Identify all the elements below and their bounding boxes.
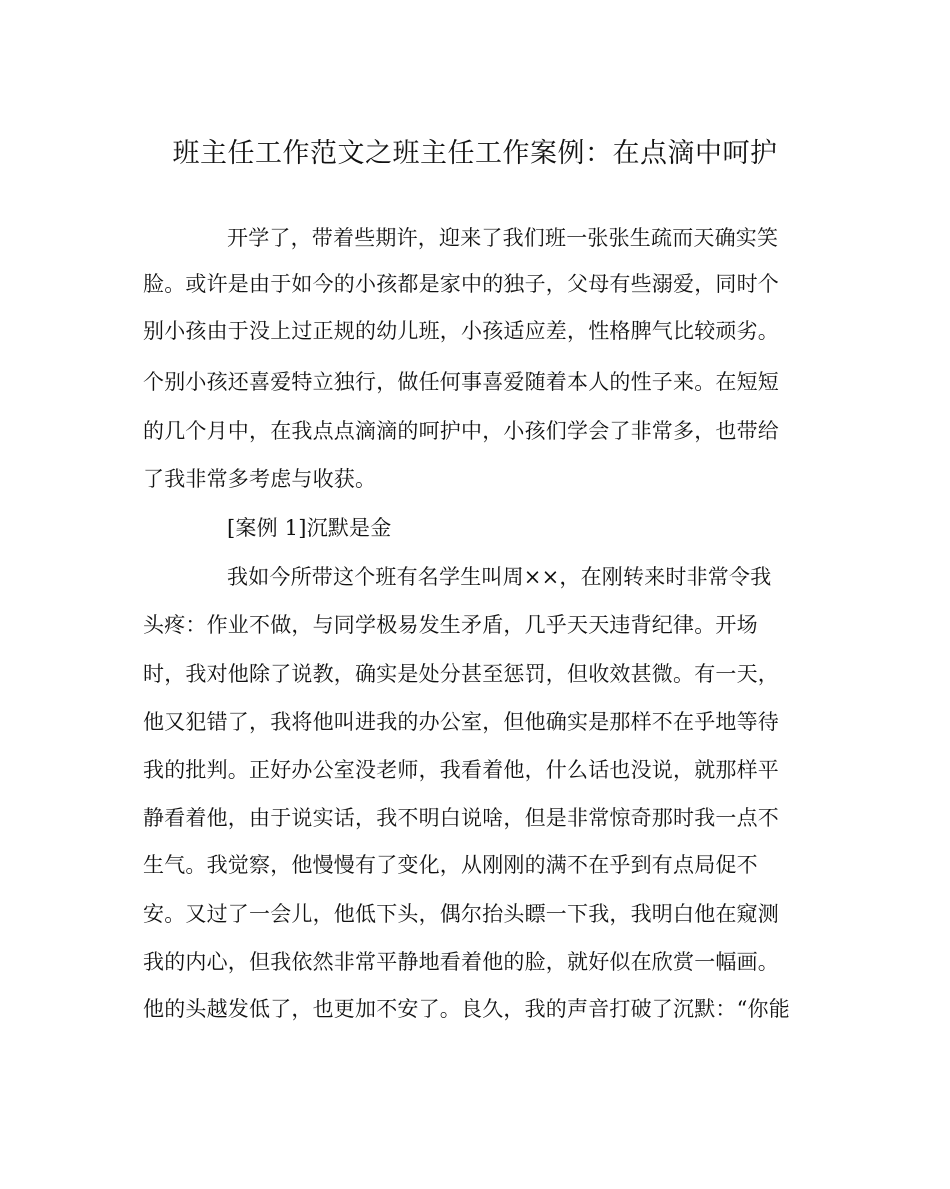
paragraph-line: 我的内心，但我依然非常平静地看着他的脸，就好似在欣赏一幅画。 (143, 950, 779, 974)
paragraph-line: 他的头越发低了，也更加不安了。良久，我的声音打破了沉默：“你能 (143, 997, 790, 1021)
paragraph-line: 我如今所带这个班有名学生叫周××，在刚转来时非常令我 (227, 565, 772, 589)
paragraph-line: 了我非常多考虑与收获。 (143, 467, 377, 491)
paragraph-line: 头疼：作业不做，与同学极易发生矛盾，几乎天天违背纪律。开场 (143, 613, 758, 637)
paragraph-line: 时，我对他除了说教，确实是处分甚至惩罚，但收效甚微。有一天， (143, 662, 779, 686)
paragraph-line: 别小孩由于没上过正规的幼儿班，小孩适应差，性格脾气比较顽劣。 (143, 319, 779, 343)
paragraph-line: 他又犯错了，我将他叫进我的办公室，但他确实是那样不在乎地等待 (143, 710, 779, 734)
paragraph-line: 开学了，带着些期许，迎来了我们班一张张生疏而天确实笑 (227, 226, 779, 250)
document-title: 班主任工作范文之班主任工作案例：在点滴中呵护 (172, 138, 778, 169)
paragraph-line: 个别小孩还喜爱特立独行，做任何事喜爱随着本人的性子来。在短短 (143, 370, 779, 394)
paragraph-line: 我的批判。正好办公室没老师，我看着他，什么话也没说，就那样平 (143, 758, 779, 782)
paragraph-line: 安。又过了一会儿，他低下头，偶尔抬头瞟一下我，我明白他在窥测 (143, 902, 779, 926)
case-heading: [案例 1]沉默是金 (227, 516, 392, 540)
paragraph-line: 生气。我觉察，他慢慢有了变化，从刚刚的满不在乎到有点局促不 (143, 853, 758, 877)
paragraph-line: 脸。或许是由于如今的小孩都是家中的独子，父母有些溺爱，同时个 (143, 272, 779, 296)
paragraph-line: 静看着他，由于说实话，我不明白说啥，但是非常惊奇那时我一点不 (143, 806, 779, 830)
paragraph-line: 的几个月中，在我点点滴滴的呵护中，小孩们学会了非常多，也带给 (143, 419, 779, 443)
